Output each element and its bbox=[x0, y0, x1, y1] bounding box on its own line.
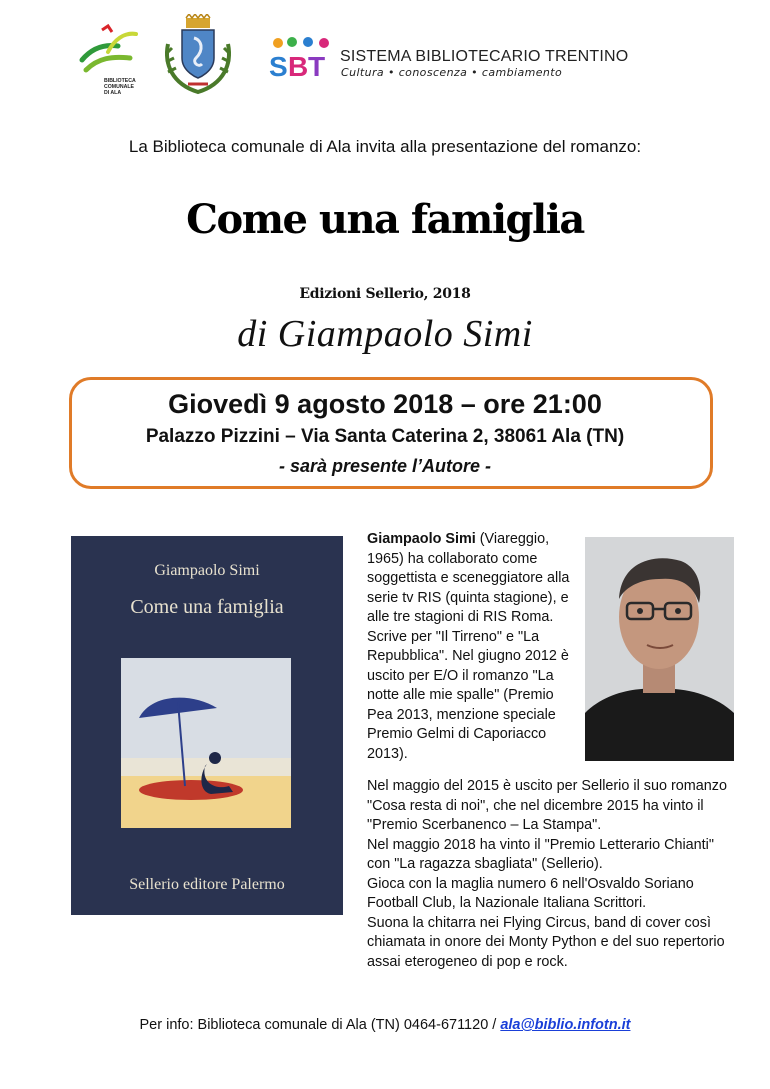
svg-text:B: B bbox=[288, 51, 309, 80]
svg-text:S: S bbox=[269, 51, 288, 80]
sbt-logo bbox=[268, 36, 338, 80]
invitation-text: La Biblioteca comunale di Ala invita alla presentazione del romanzo: bbox=[128, 137, 642, 156]
bio-part4: Gioca con la maglia numero 6 nell'Osvaldo Soriano Football Club, la Nazionale Italiana Scrittori. bbox=[367, 875, 694, 911]
library-logo-text: BIBLIOTECA COMUNALE DI ALA bbox=[104, 78, 136, 96]
book-cover bbox=[71, 536, 343, 915]
publisher-line: Edizioni Sellerio, 2018 bbox=[299, 286, 471, 302]
author-line: di Giampaolo Simi bbox=[237, 313, 533, 355]
municipal-crest bbox=[158, 14, 238, 96]
cover-title: Come una famiglia bbox=[130, 596, 284, 618]
svg-text:T: T bbox=[308, 51, 326, 80]
bio-intro bbox=[367, 530, 582, 764]
email-link[interactable]: ala@biblio.infotn.it bbox=[500, 1017, 631, 1033]
bio-name: Giampaolo Simi bbox=[367, 531, 476, 547]
event-venue: Palazzo Pizzini – Via Santa Caterina 2, 38061 Ala (TN) bbox=[145, 426, 625, 447]
sbt-tagline: Cultura • conoscenza • cambiamento bbox=[341, 66, 563, 79]
crest-icon bbox=[158, 14, 238, 96]
book-title: Come una famiglia bbox=[186, 196, 584, 243]
bio-part5: Suona la chitarra nei Flying Circus, band di cover così chiamata in onore dei Monty Python e del suo repertorio assai eterogeneo di pop e rock. bbox=[367, 914, 725, 970]
cover-publisher: Sellerio editore Palermo bbox=[129, 876, 285, 893]
event-date: Giovedì 9 agosto 2018 – ore 21:00 bbox=[168, 389, 602, 419]
author-photo bbox=[585, 537, 734, 761]
cover-illustration bbox=[121, 658, 291, 828]
library-logo-icon bbox=[78, 22, 140, 82]
library-logo bbox=[78, 22, 140, 100]
cover-author: Giampaolo Simi bbox=[154, 562, 260, 579]
bio-continued bbox=[367, 777, 737, 972]
footer-info bbox=[0, 1017, 770, 1033]
bio-part1: (Viareggio, 1965) ha collaborato come soggettista e sceneggiatore alla serie tv RIS (quinta stagione), e alle tre stagioni di RIS Roma. Scrive per "Il Tirreno" e "La Repubblica". Nel giugno 2012 è uscito per E/O il romanzo "La notte alle mie spalle" (Premio Pea 2013, menzione speciale Premio Gelmi di Caporiacco 2013). bbox=[367, 531, 570, 762]
bio-part2: Nel maggio del 2015 è uscito per Sellerio il suo romanzo "Cosa resta di noi", che nel dicembre 2015 ha vinto il "Premio Scerbanenco – La Stampa". bbox=[367, 778, 727, 833]
sbt-logo-icon bbox=[268, 36, 338, 80]
author-presence: - sarà presente l’Autore - bbox=[278, 456, 492, 476]
sbt-title: SISTEMA BIBLIOTECARIO TRENTINO bbox=[340, 48, 629, 65]
bio-part3: Nel maggio 2018 ha vinto il "Premio Letterario Chianti" con "La ragazza sbagliata" (Sellerio). bbox=[367, 836, 714, 872]
author-photo-image bbox=[585, 537, 734, 761]
footer-text: Per info: Biblioteca comunale di Ala (TN) 0464-671120 / bbox=[139, 1017, 501, 1033]
